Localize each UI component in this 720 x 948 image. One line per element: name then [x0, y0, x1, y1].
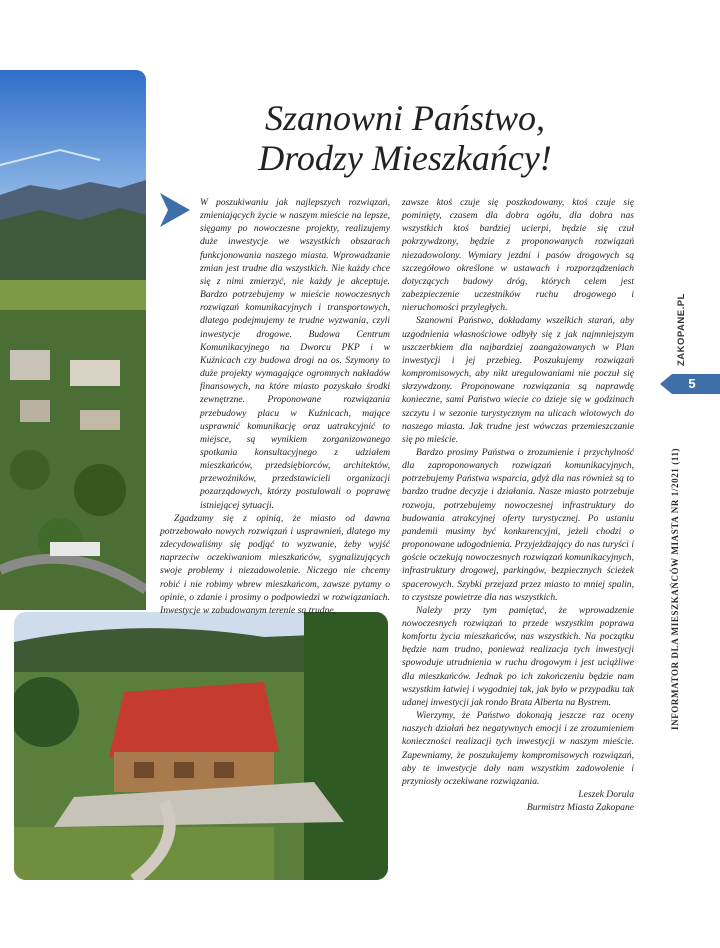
article-paragraph-7: Wierzymy, że Państwo dokonają jeszcze raz oceny naszych działań bez negatywnych emocji i ze zrozumieniem konieczności realizacji tych inwestycji w naszym mieście. Zapewniamy, że poszukujemy kompromisowych rozwiązań, aby te inwestycje dały nam wszystkim zadowolenie i przyniosły oczekiwane rozwiązania.: [402, 710, 634, 787]
article-column-right: [402, 196, 634, 814]
headline-line-2: Drodzy Mieszkańcy!: [258, 138, 552, 178]
article-paragraph-3: zawsze ktoś czuje się poszkodowany, ktoś czuje się pominięty, czasem dla dobra ogółu, dla dobra nas wszystkich ktoś bardziej ucierpi, będzie się czuł pokrzywdzony, będzie z proponowanych rozwiązań niezadowolony. Wymiary jezdni i pasów drogowych są szczegółowo określone w ustawach i rozporządzeniach dotyczących budowy dróg, których celem jest zabezpieczenie uczestników ruchu drogowego i nieruchomości przyległych.: [402, 197, 634, 314]
publication-title-text: INFORMATOR DLA MIESZKAŃCÓW MIASTA NR 1/2021 (11): [670, 447, 680, 730]
page-number: 5: [688, 376, 696, 391]
article-paragraph-1: W poszukiwaniu jak najlepszych rozwiązań, zmieniających życie w naszym mieście na lepsze, sięgamy po nowoczesne projekty, realizujemy duże inwestycje we wszystkich obszarach funkcjonowania naszego miasta. Wprowadzanie zmian jest trudne dla wszystkich. Nie każdy chce się z nimi zmierzyć, nie każdy je akceptuje. Bardzo potrzebujemy w mieście nowoczesnych rozwiązań komunikacyjnych i transportowych, dlatego podejmujemy te trudne wyzwania, czyli inwestycje drogowe. Budowa Centrum Komunikacyjnego na Dworcu PKP i w Kuźnicach czy budowa drogi na os. Szymony to duże projekty wymagające ogromnych nakładów finansowych, na które miasto pozyskało środki zewnętrzne. Proponowane rozwiązania przebudowy placu w Kuźnicach, mające usprawnić komunikację oraz uatrakcyjnić to miejsce, są wynikiem zorganizowanego spotkania konsultacyjnego z udziałem mieszkańców, przedsiębiorców, architektów, przewoźników, przedstawicieli organizacji pozarządowych, którzy postulowali o poprawę istniejącej sytuacji.: [200, 197, 390, 511]
site-label-text: ZAKOPANE.PL: [676, 293, 687, 366]
headline-line-1: Szanowni Państwo,: [264, 98, 546, 138]
signature-name: Leszek Dorula: [578, 789, 634, 801]
article-paragraph-2: Zgadzamy się z opinią, że miasto od dawna potrzebowało nowych rozwiązań i usprawnień, dlatego my zdecydowaliśmy się podjąć to wyzwanie, żeby wyjść naprzeciw oczekiwaniom mieszkańców, sygnalizujących swoje problemy i niezadowolenie. Niczego nie chcemy robić i nie robimy wbrew mieszkańcom, zawsze pytamy o opinie, o zdanie i prosimy o podpowiedzi w rozwiązaniach. Inwestycje w zabudowanym terenie są trudne,: [160, 512, 390, 616]
signature-title: Burmistrz Miasta Zakopane: [526, 802, 634, 814]
article-column-left: [160, 196, 390, 617]
article-paragraph-6: Należy przy tym pamiętać, że wprowadzenie nowoczesnych rozwiązań to przede wszystkim poprawa komfortu życia mieszkańców, nas wszystkich. Na początku będzie nam trudno, ponieważ realizacja tych inwestycji spowoduje utrudnienia w ruchu drogowym i jest uciążliwe dla mieszkańców. Jednak po ich zakończeniu będzie nam wszystkim łatwiej i wygodniej tak, jak było w przypadku tak udanej inwestycji jak rondo Brata Alberta na Bystrem.: [402, 604, 634, 708]
article-paragraph-5: Bardzo prosimy Państwa o zrozumienie i przychylność dla zaproponowanych rozwiązań komunikacyjnych, potrzebujemy Państwa wsparcia, gdyż dla nas również są to bardzo trudne decyzje i działania. Nasze miasto potrzebuje rozwoju, potrzebujemy nowoczesnej infrastruktury do budowania atrakcyjnej oferty turystycznej. Po ustaniu pandemii musimy być konkurencyjni, jeżeli chodzi o proponowane udogodnienia. Przyjeżdżający do nas turyści i goście oczekują nowoczesnych rozwiązań komunikacyjnych, infrastruktury drogowej, parkingów, bezpiecznych ścieżek spacerowych. Szybki przejazd przez miasto to mniej spalin, to czystsze powietrze dla nas wszystkich.: [402, 446, 634, 603]
villa-photo: [14, 612, 388, 880]
headline: [210, 98, 600, 178]
article-paragraph-4: Szanowni Państwo, dokładamy wszelkich starań, aby uzgodnienia własnościowe odbyły się z jak najmniejszym uszczerbkiem dla najbardziej zaangażowanych w Plan inwestycji i jej przebieg. Poszukujemy rozwiązań kompromisowych, aby nikt uregulowaniami nie poczuł się skrzywdzony. Proponowane rozwiązania są naprawdę konieczne, sami Państwo wiecie co dzieje się w godzinach szczytu i w sezonie turystycznym na ulicach wlotowych do naszego miasta. Jak trudne jest wówczas przemieszczanie się po mieście.: [402, 315, 634, 445]
aerial-town-photo: [0, 70, 146, 610]
publication-title: [668, 300, 698, 840]
